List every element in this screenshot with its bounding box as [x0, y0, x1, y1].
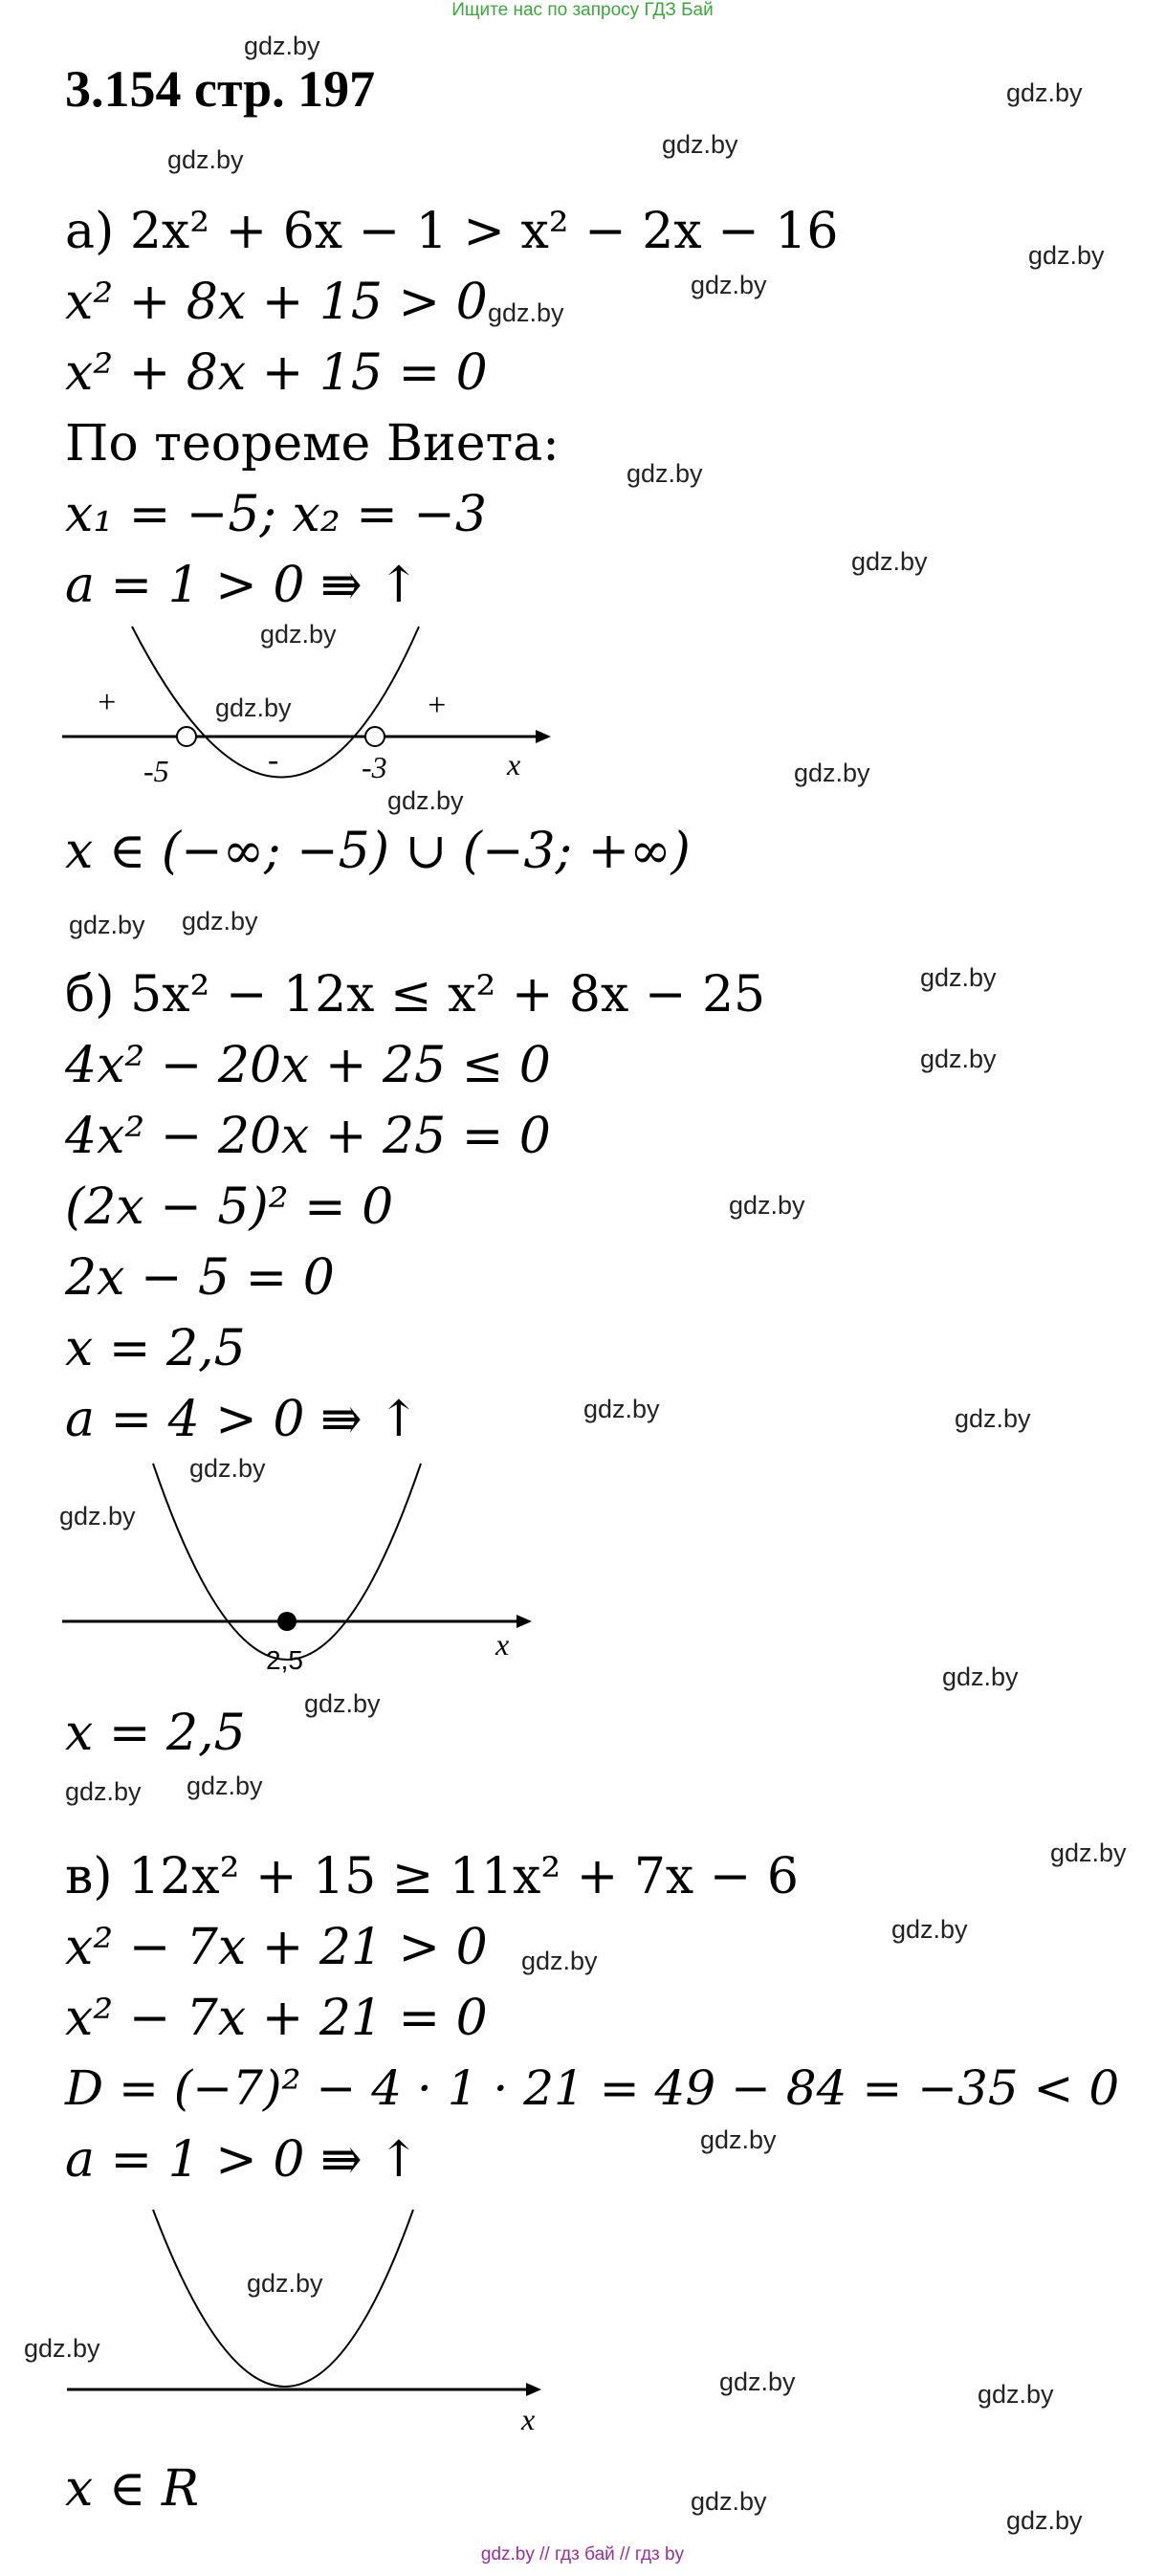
watermark: gdz.by [167, 145, 244, 174]
watermark: gdz.by [626, 459, 703, 488]
part-c-line-2: x² − 7x + 21 > 0 [65, 1919, 488, 1976]
part-c-line-3: x² − 7x + 21 = 0 [65, 1990, 488, 2047]
part-a-answer: x ∈ (−∞; −5) ∪ (−3; +∞) [65, 823, 691, 880]
parabola-graph-c [57, 2200, 555, 2439]
footer-links[interactable]: gdz.by // гдз бай // гдз by [480, 2544, 685, 2565]
part-a-line-2: x² + 8x + 15 > 0 [65, 274, 488, 331]
watermark: gdz.by [920, 1045, 997, 1073]
part-c-line-4: D = (−7)² − 4 · 1 · 21 = 49 − 84 = −35 < 0 [65, 2060, 1120, 2116]
root-marker-1 [177, 727, 196, 746]
watermark: gdz.by [488, 298, 564, 327]
watermark: gdz.by [304, 1689, 381, 1718]
watermark: gdz.by [521, 1947, 598, 1975]
watermark: gdz.by [583, 1395, 660, 1423]
watermark: gdz.by [1050, 1838, 1127, 1867]
watermark: gdz.by [955, 1404, 1031, 1433]
watermark: gdz.by [662, 130, 738, 159]
axis-label-a: x [507, 747, 521, 782]
exercise-title: 3.154 стр. 197 [65, 60, 376, 118]
part-b-answer: x = 2,5 [65, 1705, 246, 1762]
watermark: gdz.by [719, 2367, 796, 2396]
watermark: gdz.by [851, 547, 928, 576]
watermark: gdz.by [700, 2125, 777, 2154]
search-banner[interactable]: Ищите нас по запросу ГДЗ Бай [451, 0, 714, 20]
x-axis-arrow-a [536, 730, 551, 743]
part-a-line-3: x² + 8x + 15 = 0 [65, 344, 488, 402]
sign-middle: - [268, 742, 279, 778]
watermark: gdz.by [247, 2269, 323, 2298]
watermark: gdz.by [1006, 78, 1083, 107]
part-a-line-6: a = 1 > 0 ⇛ ↑ [65, 557, 420, 614]
sign-right: + [426, 688, 448, 723]
watermark: gdz.by [920, 963, 997, 992]
sign-left: + [96, 685, 118, 720]
part-b-line-2: 4x² − 20x + 25 ≤ 0 [65, 1037, 551, 1094]
axis-label-c: x [521, 2402, 536, 2436]
root-label-1: -5 [143, 754, 169, 788]
root-marker-2 [365, 727, 385, 746]
part-b-line-4: (2x − 5)² = 0 [65, 1178, 394, 1236]
watermark: gdz.by [1006, 2506, 1083, 2535]
part-c-line-5: a = 1 > 0 ⇛ ↑ [65, 2131, 420, 2189]
part-b-line-5: 2x − 5 = 0 [65, 1249, 335, 1307]
parabola-graph-b [57, 1454, 555, 1684]
watermark: gdz.by [69, 911, 145, 939]
watermark: gdz.by [260, 620, 337, 649]
watermark: gdz.by [942, 1662, 1019, 1691]
part-a-line-4: По теореме Виета: [65, 415, 560, 473]
part-c-line-1: в) 12x² + 15 ≥ 11x² + 7x − 6 [65, 1848, 799, 1905]
root-point [277, 1612, 297, 1631]
watermark: gdz.by [65, 1777, 142, 1806]
root-label-2: -3 [362, 750, 387, 784]
watermark: gdz.by [189, 1454, 266, 1483]
watermark: gdz.by [187, 1772, 263, 1800]
watermark: gdz.by [387, 786, 464, 815]
x-axis-arrow-c [526, 2383, 541, 2396]
part-b-line-6: x = 2,5 [65, 1320, 246, 1377]
part-b-line-7: a = 4 > 0 ⇛ ↑ [65, 1391, 420, 1448]
watermark: gdz.by [182, 907, 258, 936]
part-b-line-1: б) 5x² − 12x ≤ x² + 8x − 25 [65, 966, 766, 1024]
watermark: gdz.by [215, 694, 292, 722]
watermark: gdz.by [244, 32, 320, 60]
part-a-line-1: а) 2x² + 6x − 1 > x² − 2x − 16 [65, 203, 839, 260]
watermark: gdz.by [891, 1915, 968, 1944]
watermark: gdz.by [978, 2380, 1054, 2409]
watermark: gdz.by [1028, 241, 1105, 270]
root-label: 2,5 [266, 1645, 303, 1675]
part-a-line-5: x₁ = −5; x₂ = −3 [65, 486, 487, 543]
watermark: gdz.by [794, 759, 870, 787]
watermark: gdz.by [729, 1191, 805, 1220]
watermark: gdz.by [691, 2487, 767, 2516]
watermark: gdz.by [59, 1502, 136, 1530]
watermark: gdz.by [24, 2334, 100, 2363]
x-axis-arrow-b [517, 1615, 532, 1628]
part-c-answer: x ∈ R [65, 2460, 200, 2518]
watermark: gdz.by [691, 271, 767, 299]
part-b-line-3: 4x² − 20x + 25 = 0 [65, 1108, 551, 1165]
axis-label-b: x [495, 1627, 510, 1662]
